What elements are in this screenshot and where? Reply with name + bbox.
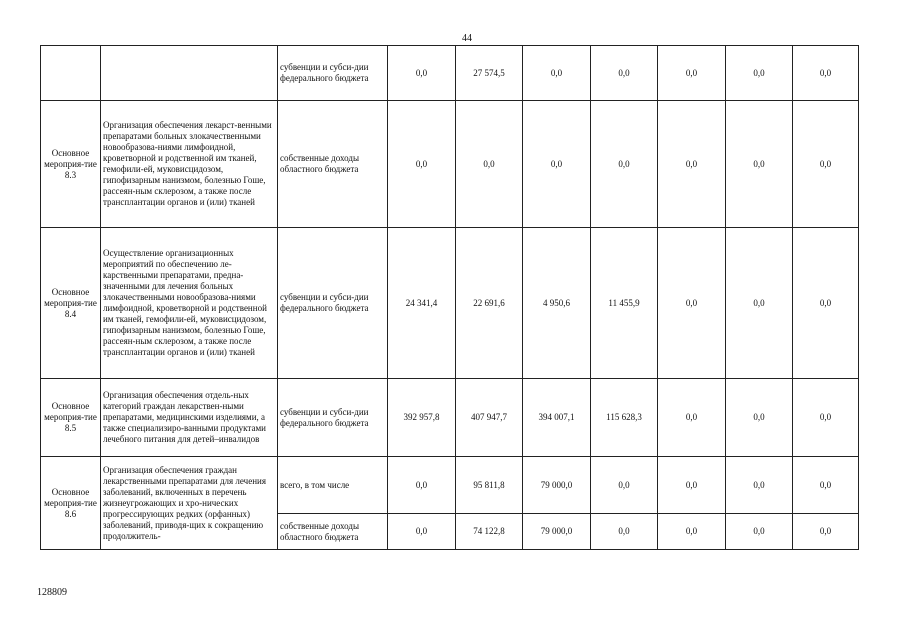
value-cell: 0,0 (726, 228, 793, 379)
value-cell: 0,0 (793, 46, 859, 101)
value-cell: 4 950,6 (523, 228, 591, 379)
value-cell: 392 957,8 (388, 379, 456, 457)
value-cell: 0,0 (793, 101, 859, 228)
table-row (41, 457, 859, 514)
value-cell: 0,0 (726, 46, 793, 101)
value-cell: 394 007,1 (523, 379, 591, 457)
value-cell: 0,0 (591, 46, 658, 101)
value-cell: 79 000,0 (523, 457, 591, 514)
funding-source: собственные доходы областного бюджета (278, 101, 388, 228)
value-cell: 74 122,8 (456, 514, 523, 550)
row-name (101, 46, 278, 101)
value-cell: 0,0 (726, 101, 793, 228)
row-code: Основное мероприя-тие 8.3 (41, 101, 101, 228)
value-cell: 0,0 (658, 46, 726, 101)
document-code: 128809 (37, 587, 67, 598)
value-cell: 0,0 (388, 101, 456, 228)
value-cell: 0,0 (793, 514, 859, 550)
value-cell: 0,0 (523, 46, 591, 101)
budget-table (40, 45, 859, 550)
value-cell: 24 341,4 (388, 228, 456, 379)
row-name: Организация обеспечения отдель-ных категорий граждан лекарствен-ными препаратами, медицинскими изделиями, а также специализиро-ванными продуктами лечебного питания для детей–инвалидов (101, 379, 278, 457)
value-cell: 407 947,7 (456, 379, 523, 457)
table-row (41, 46, 859, 101)
row-code: Основное мероприя-тие 8.6 (41, 457, 101, 550)
value-cell: 79 000,0 (523, 514, 591, 550)
value-cell: 0,0 (523, 101, 591, 228)
value-cell: 0,0 (658, 379, 726, 457)
funding-source: всего, в том числе (278, 457, 388, 514)
funding-source: субвенции и субси-дии федерального бюджета (278, 46, 388, 101)
value-cell: 0,0 (388, 514, 456, 550)
value-cell: 22 691,6 (456, 228, 523, 379)
value-cell: 0,0 (658, 101, 726, 228)
row-code (41, 46, 101, 101)
row-code: Основное мероприя-тие 8.4 (41, 228, 101, 379)
funding-source: субвенции и субси-дии федерального бюджета (278, 379, 388, 457)
value-cell: 0,0 (388, 46, 456, 101)
funding-source: собственные доходы областного бюджета (278, 514, 388, 550)
value-cell: 0,0 (591, 457, 658, 514)
value-cell: 0,0 (591, 514, 658, 550)
value-cell: 11 455,9 (591, 228, 658, 379)
value-cell: 95 811,8 (456, 457, 523, 514)
value-cell: 0,0 (658, 514, 726, 550)
value-cell: 0,0 (793, 228, 859, 379)
value-cell: 115 628,3 (591, 379, 658, 457)
value-cell: 0,0 (726, 457, 793, 514)
page-number: 44 (462, 33, 472, 44)
table-row (41, 379, 859, 457)
value-cell: 0,0 (591, 101, 658, 228)
value-cell: 0,0 (793, 379, 859, 457)
table-row (41, 228, 859, 379)
row-code: Основное мероприя-тие 8.5 (41, 379, 101, 457)
value-cell: 0,0 (658, 457, 726, 514)
value-cell: 27 574,5 (456, 46, 523, 101)
value-cell: 0,0 (658, 228, 726, 379)
value-cell: 0,0 (793, 457, 859, 514)
row-name: Организация обеспечения граждан лекарственными препаратами для лечения заболеваний, включенных в перечень жизнеугрожающих и хро-нических прогрессирующих редких (орфанных) заболеваний, приводя-щих к сокращению продолжитель- (101, 457, 278, 550)
row-name: Организация обеспечения лекарст-венными препаратами больных злокачественными новообразова-ниями лимфоидной, кроветворной и родственной им тканей, гемофили-ей, муковисцидозом, гипофизарным нанизмом, болезнью Гоше, рассеян-ным склерозом, а также после трансплантации органов и (или) тканей (101, 101, 278, 228)
value-cell: 0,0 (726, 514, 793, 550)
row-name: Осуществление организационных мероприятий по обеспечению ле-карственными препаратами, предна-значенными для лечения больных злокачественными новообразова-ниями лимфоидной, кроветворной и родственной им тканей, гемофили-ей, муковисцидозом, гипофизарным нанизмом, болезнью Гоше, рассеян-ным склерозом, а также после трансплантации органов и (или) тканей (101, 228, 278, 379)
value-cell: 0,0 (456, 101, 523, 228)
table-row (41, 101, 859, 228)
funding-source: субвенции и субси-дии федерального бюджета (278, 228, 388, 379)
value-cell: 0,0 (726, 379, 793, 457)
value-cell: 0,0 (388, 457, 456, 514)
